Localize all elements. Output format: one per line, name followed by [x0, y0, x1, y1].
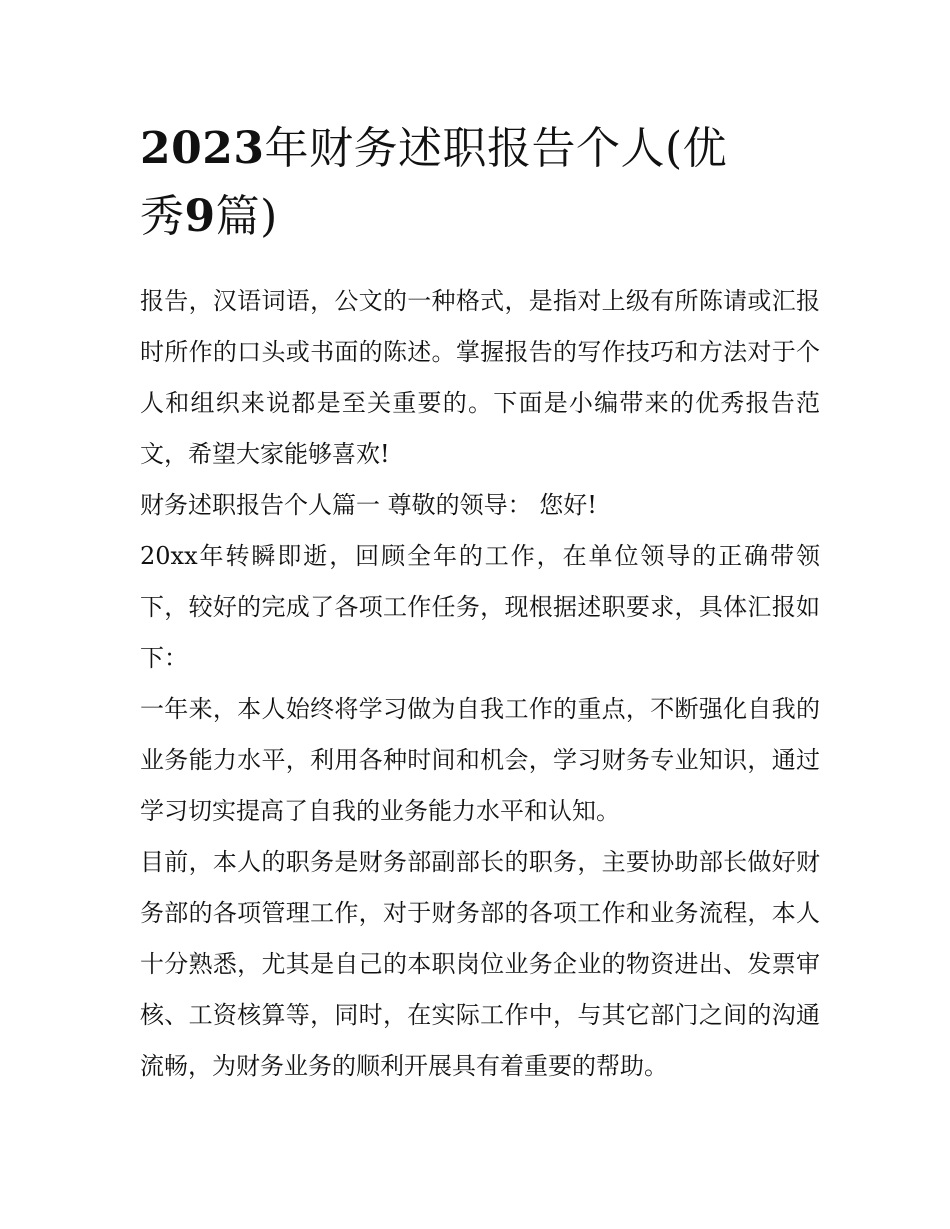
title-text-line2-end: 篇) — [215, 191, 278, 242]
document-title — [140, 115, 820, 251]
document-body — [140, 276, 820, 1092]
title-text-line2-start: 秀 — [140, 191, 185, 242]
paragraph-salutation: 财务述职报告个人篇一 尊敬的领导： 您好! — [140, 491, 597, 519]
paragraph-study: 一年来，本人始终将学习做为自我工作的重点，不断强化自我的业务能力水平，利用各种时间和机会，学习财务专业知识，通过学习切实提高了自我的业务能力水平和认知。 — [140, 695, 820, 825]
title-count: 9 — [184, 191, 216, 242]
paragraph-review: 20xx年转瞬即逝，回顾全年的工作，在单位领导的正确带领下，较好的完成了各项工作任务，现根据述职要求，具体汇报如下： — [140, 542, 820, 672]
paragraph-intro: 报告，汉语词语，公文的一种格式，是指对上级有所陈请或汇报时所作的口头或书面的陈述。掌握报告的写作技巧和方法对于个人和组织来说都是至关重要的。下面是小编带来的优秀报告范文，希望大家能够喜欢! — [140, 287, 820, 468]
title-text-line1: 年财务述职报告个人(优 — [264, 123, 728, 174]
title-year: 2023 — [140, 123, 265, 174]
paragraph-duties: 目前，本人的职务是财务部副部长的职务，主要协助部长做好财务部的各项管理工作，对于财务部的各项工作和业务流程，本人十分熟悉，尤其是自己的本职岗位业务企业的物资进出、发票审核、工资核算等，同时，在实际工作中，与其它部门之间的沟通流畅，为财务业务的顺利开展具有着重要的帮助。 — [140, 848, 820, 1080]
